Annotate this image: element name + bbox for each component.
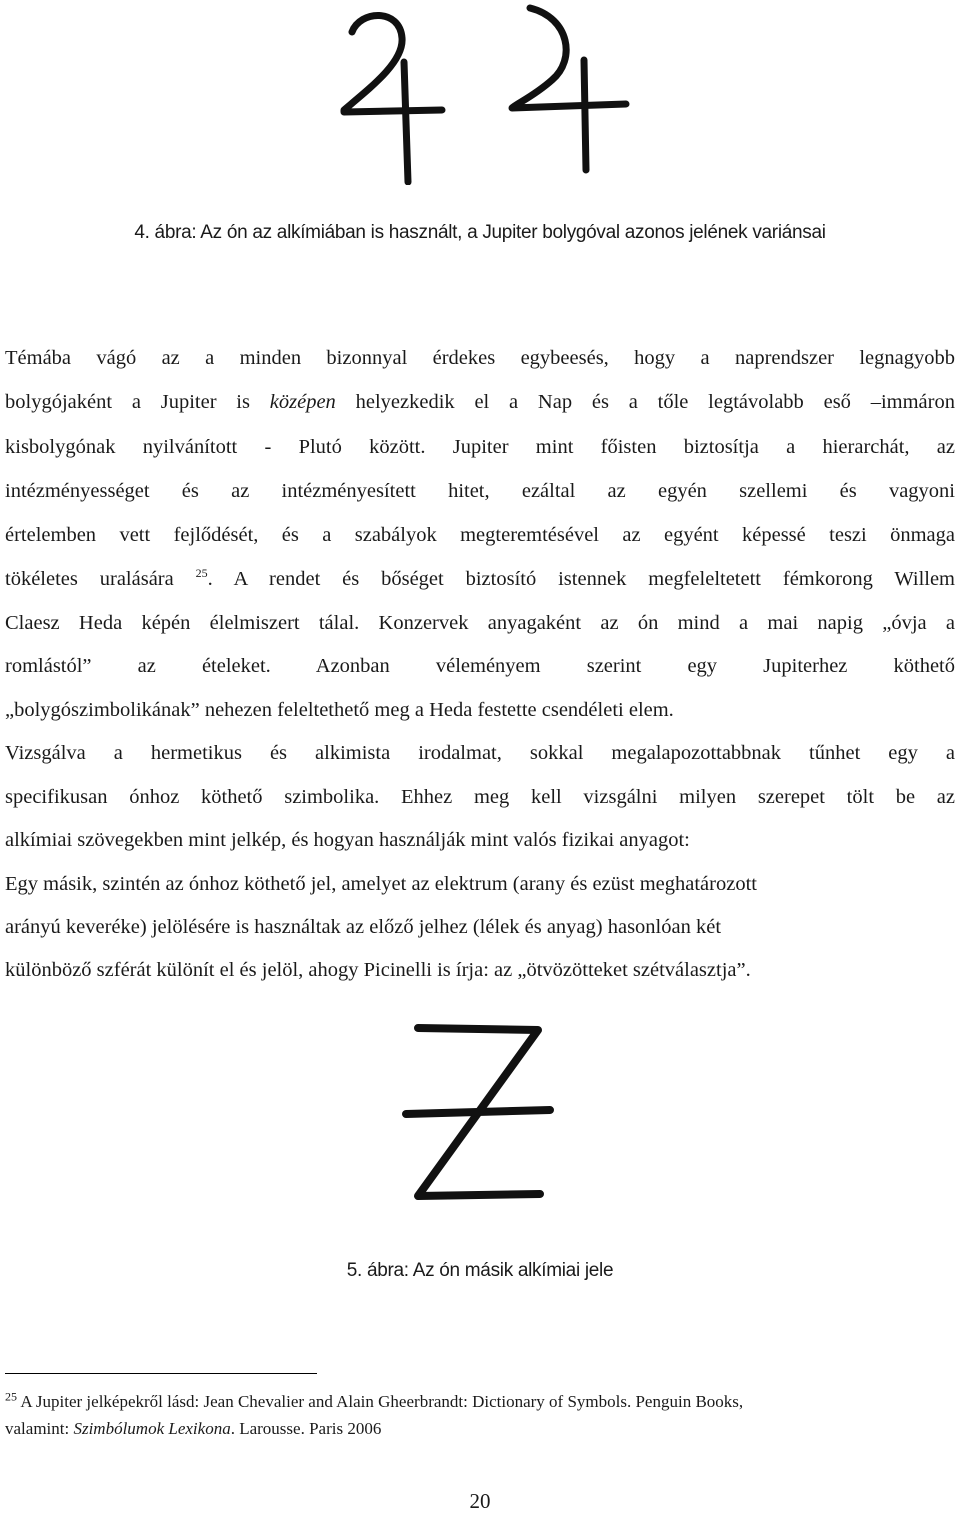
body-line-2-text-a: bolygójaként a Jupiter is	[5, 391, 270, 413]
body-line-4: intézményességet és az intézményesített hitet, ezáltal az egyén szellemi és vagyoni	[5, 480, 955, 502]
body-line-9: „bolygószimbolikának” nehezen feleltethető meg a Heda festette csendéleti elem.	[5, 699, 674, 721]
body-line-2	[5, 389, 955, 415]
figure-5-caption: 5. ábra: Az ón másik alkímiai jele	[346, 1260, 614, 1281]
footnote-line-1: A Jupiter jelképekről lásd: Jean Chevalier and Alain Gheerbrandt: Dictionary of Symbols. Penguin Books,	[20, 1392, 744, 1411]
body-line-3: kisbolygónak nyilvánított - Plutó között. Jupiter mint főisten biztosítja a hierarchát, az	[5, 436, 955, 458]
footnote-book-title: Szimbólumok Lexikona	[73, 1419, 231, 1438]
body-line-6-text-a: tökéletes uralására	[5, 568, 196, 590]
body-line-14: arányú keveréke) jelölésére is használtak az előző jelhez (lélek és anyag) hasonlóan két	[5, 916, 722, 938]
footnote-number: 25	[5, 1389, 17, 1404]
jupiter-tin-symbol-variants-figure	[330, 0, 640, 185]
tin-alchemical-sign-figure	[398, 1018, 558, 1208]
body-line-11: specifikusan ónhoz köthető szimbolika. Ehhez meg kell vizsgálni milyen szerepet tölt be az	[5, 786, 955, 808]
footnote-25	[5, 1389, 935, 1412]
body-line-13: Egy másik, szintén az ónhoz köthető jel, amelyet az elektrum (arany és ezüst meghatározott	[5, 873, 757, 895]
footnote-line-2-suffix: . Larousse. Paris 2006	[230, 1419, 382, 1438]
body-line-15: különböző szférát különít el és jelöl, ahogy Picinelli is írja: az „ötvözötteket szétválasztja”.	[5, 959, 751, 981]
body-line-8: romlástól” az ételeket. Azonban véleményem szerint egy Jupiterhez köthető	[5, 655, 955, 677]
body-line-7: Claesz Heda képén élelmiszert tálal. Konzervek anyagaként az ón mind a mai napig „óvja a	[5, 612, 955, 634]
footnote-line-2-prefix: valamint:	[5, 1419, 74, 1438]
body-line-6	[5, 566, 955, 592]
body-line-10: Vizsgálva a hermetikus és alkimista irodalmat, sokkal megalapozottabbnak tűnhet egy a	[5, 742, 955, 764]
body-line-2-text-b: helyezkedik el a Nap és a tőle legtávolabb eső –immáron	[335, 391, 955, 413]
body-line-1: Témába vágó az a minden bizonnyal érdekes egybeesés, hogy a naprendszer legnagyobb	[5, 347, 955, 369]
footnote-25-line-2	[5, 1419, 935, 1439]
footnote-separator	[5, 1373, 317, 1374]
body-line-6-text-b: . A rendet és bőséget biztosító istennek megfeleltetett fémkorong Willem	[207, 568, 955, 590]
body-line-2-emphasis: középen	[269, 391, 336, 413]
body-line-12: alkímiai szövegekben mint jelkép, és hogyan használják mint valós fizikai anyagot:	[5, 829, 690, 851]
body-line-5: értelemben vett fejlődését, és a szabályok megteremtésével az egyént képessé teszi önmaga	[5, 524, 955, 546]
page-number: 20	[469, 1489, 491, 1513]
footnote-ref-25[interactable]: 25	[195, 566, 208, 581]
figure-4-caption: 4. ábra: Az ón az alkímiában is használt, a Jupiter bolygóval azonos jelének variánsai	[134, 222, 826, 243]
